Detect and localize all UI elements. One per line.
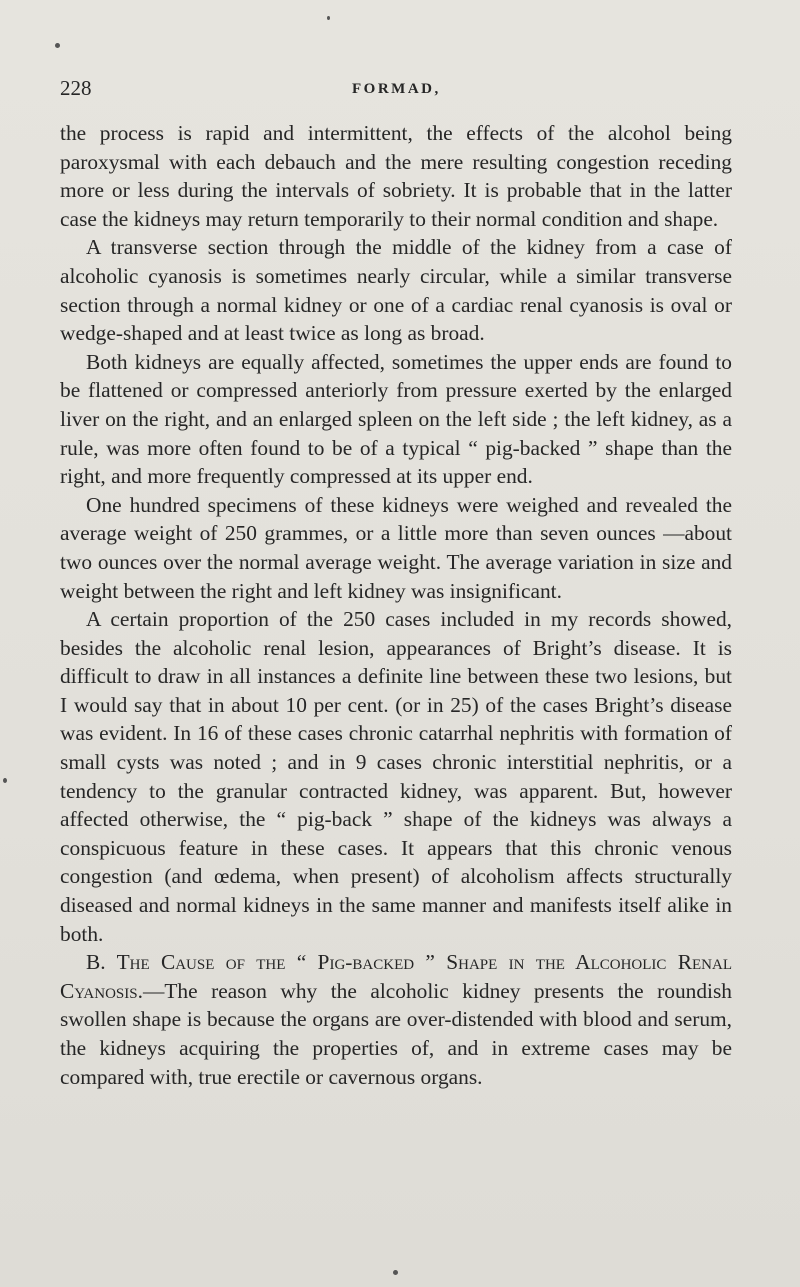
paragraph-both-kidneys: Both kidneys are equally affected, sometimes the upper ends are found to be flattened or compressed anteriorly from pressure exerted by the enlarged liver on the right, and an enlarged spleen on the left side ; the left kidney, as a rule, was more often found to be of a typical “ pig-backed ” shape than the right, and more frequently compressed at its upper end. — [60, 349, 732, 489]
running-title: FORMAD, — [352, 81, 441, 97]
page-number: 228 — [60, 76, 92, 100]
body-text — [60, 119, 732, 1091]
section-b-heading: B. The Cause of the “ Pig-backed ” Shape in the Alcoholic Renal Cyanosis. — [60, 950, 732, 1003]
section-b-text: —The reason why the alcoholic kidney presents the roundish swollen shape is because the organs are over-distended with blood and serum, the kidneys acquiring the properties of, and in extreme cases may be compared with, true erectile or cavernous organs. — [60, 978, 732, 1089]
paragraph-specimens-weighed: One hundred specimens of these kidneys were weighed and revealed the average weight of 250 grammes, or a little more than seven ounces —about two ounces over the normal average weight. The average variation in size and weight between the right and left kidney was insignificant. — [60, 492, 732, 603]
scan-speck — [3, 778, 7, 783]
paragraph-section-b — [60, 948, 732, 1091]
paragraph-transverse-section: A transverse section through the middle of the kidney from a case of alcoholic cyanosis is sometimes nearly circular, while a similar transverse section through a normal kidney or one of a cardiac renal cyanosis is oval or wedge-shaped and at least twice as long as broad. — [60, 235, 732, 346]
scan-speck — [327, 16, 330, 20]
running-head — [60, 72, 732, 104]
paragraph-continued: the process is rapid and intermittent, the effects of the alcohol being paroxysmal with each debauch and the mere resulting congestion receding more or less during the intervals of sobriety. It is probable that in the latter case the kidneys may return temporarily to their normal condition and shape. — [60, 121, 732, 231]
scan-speck — [393, 1270, 398, 1275]
paragraph-brights-disease: A certain proportion of the 250 cases included in my records showed, besides the alcoholic renal lesion, appearances of Bright’s disease. It is difficult to draw in all instances a definite line between these two lesions, but I would say that in about 10 per cent. (or in 25) of the cases Bright’s disease was evident. In 16 of these cases chronic catarrhal nephritis with formation of small cysts was noted ; and in 9 cases chronic interstitial nephritis, or a tendency to the granular contracted kidney, was apparent. But, however affected otherwise, the “ pig-back ” shape of the kidneys was always a conspicuous feature in these cases. It appears that this chronic venous congestion (and œdema, when present) of alcoholism affects structurally diseased and normal kidneys in the same manner and manifests itself alike in both. — [60, 607, 732, 946]
scan-speck — [55, 43, 60, 48]
